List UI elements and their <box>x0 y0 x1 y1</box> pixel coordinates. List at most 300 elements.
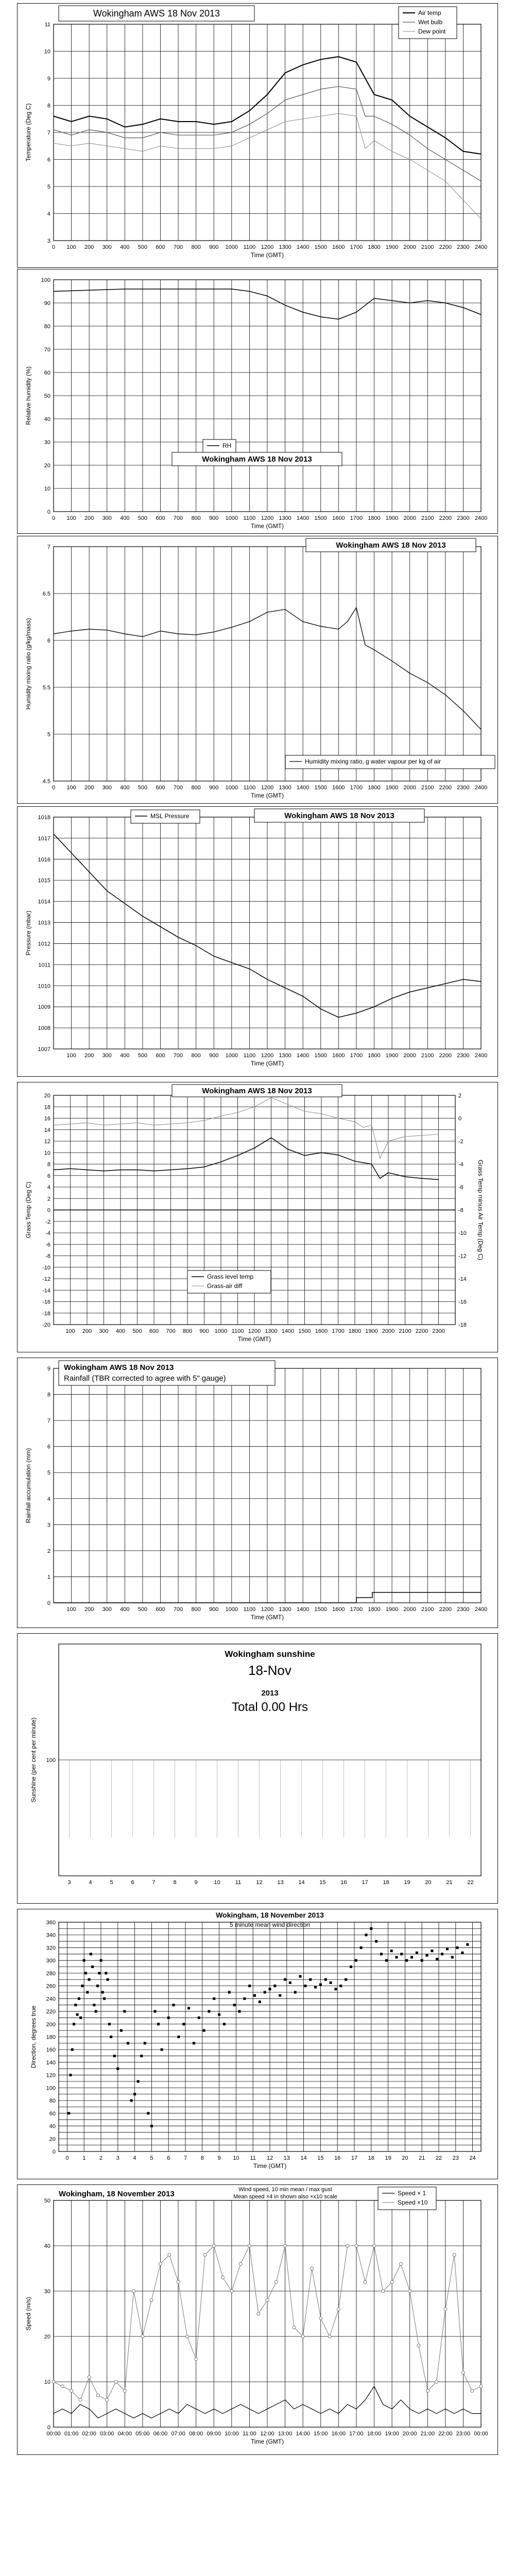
direction-point <box>93 2004 95 2006</box>
y-tick-label: 30 <box>44 2289 50 2295</box>
x-tick-label: 2300 <box>457 244 470 250</box>
x-tick-label: 900 <box>209 1606 219 1613</box>
pressure-chart <box>18 807 497 1076</box>
y-tick-label: 0 <box>52 2149 56 2155</box>
y-tick-label: 1011 <box>38 962 50 969</box>
speed-x10-point <box>390 2280 393 2283</box>
y-axis-label: Rainfall accumulation (mm) <box>25 1448 32 1523</box>
y-tick-label: -18 <box>42 1310 50 1317</box>
direction-point <box>314 1986 317 1989</box>
y-tick-label: 1012 <box>38 941 50 947</box>
y-tick-label: 180 <box>46 2034 56 2041</box>
x-tick-label: 1200 <box>261 1053 274 1059</box>
y-tick-label: -8 <box>45 1253 50 1260</box>
direction-point <box>147 2112 149 2114</box>
y2-tick-label: -16 <box>458 1299 467 1306</box>
speed-x10-point <box>70 2389 73 2393</box>
x-tick-label: 07:00 <box>171 2431 185 2437</box>
chart-subtitle: Wind speed, 10 min mean / max gust <box>238 2187 332 2193</box>
y2-tick-label: -12 <box>458 1253 467 1260</box>
x-tick-label: 2200 <box>415 1328 428 1334</box>
speed-x10-point <box>195 2358 198 2361</box>
x-tick-label: 1300 <box>279 1053 291 1059</box>
y-tick-label: 1017 <box>38 835 50 842</box>
x-tick-label: 1100 <box>231 1328 244 1334</box>
x-tick-label: 900 <box>209 1053 219 1059</box>
direction-point <box>96 1985 99 1987</box>
x-tick-label: 300 <box>102 1053 112 1059</box>
x-tick-label: 1800 <box>368 1606 381 1613</box>
x-tick-label: 15:00 <box>313 2431 328 2437</box>
speed-x10-point <box>106 2398 109 2401</box>
direction-point <box>279 1994 281 1997</box>
x-tick-label: 2400 <box>474 244 488 250</box>
direction-point <box>91 1965 94 1968</box>
y-tick-label: 0 <box>47 509 50 515</box>
legend-label: Air temp <box>418 9 441 16</box>
direction-point <box>193 2042 195 2044</box>
y-tick-label: 1009 <box>38 1004 50 1011</box>
x-tick-label: 1500 <box>314 1606 327 1613</box>
x-tick-label: 800 <box>191 1606 201 1613</box>
y-axis-label: Sunshine (per cent per minute) <box>30 1717 37 1803</box>
speed-x10-point <box>96 2394 99 2397</box>
chart-title: Wokingham AWS 18 Nov 2013 <box>202 1087 312 1095</box>
y-tick-label: 4 <box>47 211 50 217</box>
x-tick-label: 1700 <box>350 1606 363 1613</box>
x-tick-label: 700 <box>173 515 183 521</box>
x-tick-label: 15 <box>319 1879 326 1886</box>
y-tick-label: 0 <box>47 2425 50 2431</box>
x-tick-label: 18 <box>368 2155 374 2161</box>
x-tick-label: 900 <box>209 785 219 791</box>
x-tick-label: 600 <box>156 515 165 521</box>
direction-point <box>319 1984 322 1986</box>
direction-point <box>150 2125 153 2127</box>
x-tick-label: 700 <box>173 1053 183 1059</box>
direction-point <box>390 1950 393 1952</box>
x-tick-label: 600 <box>156 1606 165 1613</box>
direction-point <box>187 2007 190 2009</box>
x-tick-label: 400 <box>120 785 130 791</box>
y2-tick-label: -2 <box>458 1139 464 1145</box>
y-tick-label: 3 <box>47 238 50 244</box>
direction-point <box>88 1978 91 1981</box>
chart-title: Wokingham AWS 18 Nov 2013 <box>284 811 394 820</box>
direction-point <box>108 2023 111 2025</box>
x-tick-label: 1100 <box>243 785 256 791</box>
x-tick-label: 1000 <box>225 515 238 521</box>
y-tick-label: 8 <box>47 1392 50 1398</box>
x-tick-label: 8 <box>200 2155 204 2161</box>
x-tick-label: 1800 <box>368 1053 381 1059</box>
x-tick-label: 600 <box>156 244 165 250</box>
direction-point <box>446 1947 449 1950</box>
direction-point <box>299 1975 302 1978</box>
x-tick-label: 1900 <box>365 1328 378 1334</box>
direction-point <box>177 2036 180 2038</box>
x-tick-label: 20 <box>425 1879 432 1886</box>
speed-x10-point <box>319 2317 322 2320</box>
chart-title: Wokingham sunshine <box>225 1649 315 1659</box>
speed-x10-point <box>328 2335 331 2338</box>
speed-x10-point <box>123 2389 126 2393</box>
chart-title: Wokingham, 18 November 2013 <box>216 1911 324 1919</box>
y-axis-label: Humidity mixing ratio (g/kg/mass) <box>25 618 32 710</box>
y-tick-label: -4 <box>45 1230 50 1236</box>
direction-point <box>259 2001 261 2003</box>
x-tick-label: 200 <box>82 1328 92 1334</box>
x-tick-label: 05:00 <box>135 2431 150 2437</box>
y-tick-label: 6 <box>47 157 50 163</box>
direction-point <box>385 1959 388 1962</box>
speed-x10-point <box>88 2376 91 2379</box>
y-tick-label: 10 <box>44 2379 50 2385</box>
y-tick-label: 16 <box>44 1115 50 1122</box>
x-tick-label: 1600 <box>332 1606 345 1613</box>
y2-tick-label: -10 <box>458 1230 467 1236</box>
direction-point <box>253 1994 256 1997</box>
x-tick-label: 20:00 <box>402 2431 417 2437</box>
y-tick-label: 280 <box>46 1970 56 1977</box>
direction-point <box>273 1985 276 1987</box>
x-tick-label: 1100 <box>243 244 256 250</box>
x-tick-label: 800 <box>182 1328 193 1334</box>
speed-x10-point <box>293 2326 296 2329</box>
x-tick-label: 22:00 <box>438 2431 453 2437</box>
x-tick-label: 1200 <box>261 244 274 250</box>
direction-point <box>350 1965 352 1968</box>
x-tick-label: 14 <box>298 1879 305 1886</box>
direction-point <box>284 1978 286 1981</box>
y-tick-label: 20 <box>49 2136 56 2143</box>
direction-point <box>218 2013 220 2016</box>
speed-x10-point <box>417 2344 420 2347</box>
y-tick-label: 1016 <box>38 856 50 863</box>
y-tick-label: 18 <box>44 1104 50 1111</box>
y-tick-label: 50 <box>44 393 50 399</box>
y-tick-label: 5.5 <box>42 685 50 691</box>
y-tick-label: -6 <box>45 1242 50 1248</box>
direction-point <box>238 2010 241 2013</box>
direction-point <box>95 2010 97 2013</box>
x-tick-label: 7 <box>183 2155 187 2161</box>
x-tick-label: 9 <box>217 2155 221 2161</box>
x-tick-label: 1100 <box>243 1053 256 1059</box>
y-tick-label: 0 <box>47 1207 50 1214</box>
direction-point <box>161 2048 163 2051</box>
x-tick-label: 400 <box>120 1606 130 1613</box>
direction-point <box>248 1985 251 1987</box>
x-tick-label: 2400 <box>474 785 488 791</box>
direction-point <box>380 1953 383 1955</box>
y-tick-label: 3 <box>47 1522 50 1529</box>
x-tick-label: 0 <box>52 244 56 250</box>
x-tick-label: 1000 <box>225 1053 238 1059</box>
direction-point <box>294 1991 297 1993</box>
speed-x10-point <box>373 2244 376 2247</box>
speed-x10-point <box>230 2290 233 2293</box>
x-tick-label: 1700 <box>350 785 363 791</box>
x-axis-label: Time (GMT) <box>237 1335 271 1343</box>
y-tick-label: 1 <box>47 1574 50 1581</box>
x-tick-label: 2100 <box>421 244 434 250</box>
speed-x10-point <box>382 2290 385 2293</box>
x-tick-label: 11:00 <box>243 2431 256 2437</box>
direction-point <box>123 2010 126 2013</box>
y-tick-label: 100 <box>46 1757 56 1764</box>
x-tick-label: 1200 <box>261 1606 274 1613</box>
direction-point <box>304 1985 306 1987</box>
x-tick-label: 900 <box>209 515 219 521</box>
wind-speed-chart <box>18 2185 497 2454</box>
x-tick-label: 1600 <box>332 244 345 250</box>
x-tick-label: 1300 <box>279 1606 291 1613</box>
x-tick-label: 300 <box>102 785 112 791</box>
direction-point <box>223 2023 226 2025</box>
direction-point <box>228 1991 231 1993</box>
x-tick-label: 700 <box>173 1606 183 1613</box>
direction-point <box>421 1959 423 1962</box>
y-tick-label: 6.5 <box>42 591 50 597</box>
direction-point <box>76 2013 79 2016</box>
x-tick-label: 17 <box>362 1879 368 1886</box>
y-tick-label: 7 <box>47 130 50 136</box>
y-tick-label: 7 <box>47 1418 50 1425</box>
speed-x10-point <box>364 2280 367 2283</box>
x-axis-label: Time (GMT) <box>250 251 284 259</box>
x-tick-label: 800 <box>191 515 201 521</box>
y-axis-label: Pressure (mbar) <box>25 910 32 956</box>
x-tick-label: 7 <box>152 1879 156 1886</box>
y-axis-label: Temperature (Deg C) <box>25 103 32 162</box>
x-tick-label: 23:00 <box>456 2431 471 2437</box>
y2-tick-label: 0 <box>458 1115 462 1122</box>
x-tick-label: 1400 <box>296 785 310 791</box>
direction-point <box>100 1959 102 1962</box>
direction-point <box>339 1985 342 1987</box>
speed-x10-point <box>141 2335 144 2338</box>
y-tick-label: -10 <box>42 1264 50 1271</box>
x-tick-label: 11 <box>235 1879 242 1886</box>
direction-point <box>120 2029 123 2032</box>
y-tick-label: 40 <box>44 416 50 422</box>
x-tick-label: 00:00 <box>474 2431 488 2437</box>
speed-x10-point <box>310 2267 313 2270</box>
x-tick-label: 1400 <box>281 1328 295 1334</box>
x-tick-label: 2200 <box>439 515 452 521</box>
speed-x10-point <box>150 2299 153 2302</box>
x-tick-label: 400 <box>120 515 130 521</box>
direction-point <box>107 1978 109 1981</box>
x-tick-label: 09:00 <box>207 2431 221 2437</box>
speed-x10-point <box>408 2290 411 2293</box>
chart-subtitle: Rainfall (TBR corrected to agree with 5" gauge) <box>64 1374 226 1383</box>
x-tick-label: 00:00 <box>46 2431 61 2437</box>
series-line-grass-level-temp <box>54 1138 439 1179</box>
y-tick-label: 70 <box>44 347 50 353</box>
x-tick-label: 1200 <box>261 515 274 521</box>
x-tick-label: 1200 <box>248 1328 261 1334</box>
direction-point <box>137 2080 140 2083</box>
x-tick-label: 600 <box>156 785 165 791</box>
x-tick-label: 1800 <box>348 1328 362 1334</box>
y-tick-label: -2 <box>45 1218 50 1225</box>
speed-x10-point <box>274 2280 278 2283</box>
direction-point <box>203 2029 205 2032</box>
rainfall-chart-panel <box>17 1358 498 1628</box>
x-tick-label: 5 <box>110 1879 113 1886</box>
x-tick-label: 9 <box>194 1879 198 1886</box>
humidity-chart-panel <box>17 269 498 534</box>
direction-point <box>355 1959 357 1962</box>
direction-point <box>461 1952 464 1954</box>
x-tick-label: 4 <box>89 1879 92 1886</box>
x-tick-label: 100 <box>66 1053 76 1059</box>
humidity-chart <box>18 269 497 533</box>
y-tick-label: 6 <box>47 1173 50 1179</box>
x-tick-label: 1000 <box>225 244 238 250</box>
x-tick-label: 20 <box>402 2155 408 2161</box>
x-tick-label: 400 <box>120 1053 130 1059</box>
x-tick-label: 2000 <box>382 1328 395 1334</box>
direction-point <box>67 2112 70 2114</box>
x-tick-label: 01:00 <box>64 2431 79 2437</box>
x-tick-label: 19 <box>404 1879 410 1886</box>
x-tick-label: 5 <box>150 2155 153 2161</box>
x-tick-label: 10:00 <box>225 2431 239 2437</box>
mixing-ratio-chart <box>18 536 497 803</box>
x-axis-label: Time (GMT) <box>250 792 284 799</box>
x-tick-label: 24 <box>469 2155 476 2161</box>
y-tick-label: 6 <box>47 1444 50 1450</box>
chart-title: Wokingham, 18 November 2013 <box>59 2190 175 2198</box>
x-tick-label: 1700 <box>350 1053 363 1059</box>
x-tick-label: 16 <box>334 2155 341 2161</box>
direction-point <box>74 2004 77 2006</box>
x-tick-label: 200 <box>84 785 94 791</box>
direction-point <box>451 1956 454 1958</box>
x-tick-label: 11 <box>250 2155 256 2161</box>
y-tick-label: 80 <box>44 324 50 330</box>
x-tick-label: 2200 <box>439 785 452 791</box>
x-axis-label: Time (GMT) <box>253 2162 287 2170</box>
x-tick-label: 1300 <box>265 1328 278 1334</box>
x-tick-label: 13 <box>283 2155 290 2161</box>
direction-point <box>133 2093 136 2095</box>
y-axis-label: Relative humidity (%) <box>25 366 32 425</box>
x-tick-label: 900 <box>209 244 219 250</box>
direction-point <box>90 1953 92 1955</box>
y-tick-label: 0 <box>47 1600 50 1606</box>
direction-point <box>130 2099 133 2102</box>
speed-x10-point <box>399 2262 402 2265</box>
y-tick-label: 1007 <box>38 1046 50 1053</box>
y-tick-label: 5 <box>47 1470 50 1477</box>
y-tick-label: 4.5 <box>42 778 50 785</box>
direction-point <box>334 1988 337 1990</box>
x-tick-label: 300 <box>99 1328 109 1334</box>
x-tick-label: 1500 <box>298 1328 311 1334</box>
speed-x10-point <box>479 2385 483 2388</box>
y-axis-label: Grass Temp (Deg C) <box>25 1181 32 1239</box>
y-tick-label: 30 <box>44 439 50 446</box>
y-tick-label: 9 <box>47 1366 50 1372</box>
speed-x10-point <box>471 2389 474 2393</box>
y-tick-label: 10 <box>44 48 50 55</box>
y-tick-label: 1008 <box>38 1025 50 1032</box>
y-tick-label: 340 <box>46 1932 56 1939</box>
x-tick-label: 6 <box>131 1879 134 1886</box>
y-tick-label: -20 <box>42 1322 50 1328</box>
direction-point <box>370 1927 372 1930</box>
direction-point <box>83 1959 85 1962</box>
y-tick-label: 5 <box>47 732 50 738</box>
direction-point <box>79 2016 82 2019</box>
speed-x10-point <box>177 2280 180 2283</box>
x-tick-label: 400 <box>115 1328 126 1334</box>
x-tick-label: 1900 <box>385 1053 399 1059</box>
x-tick-label: 16 <box>340 1879 347 1886</box>
chart-subtitle-2: Mean speed ×4 in shown also ×x10 scale <box>233 2194 337 2200</box>
y-tick-label: 4 <box>47 1184 50 1191</box>
speed-x10-point <box>79 2398 82 2401</box>
chart-title: Wokingham AWS 18 Nov 2013 <box>64 1363 174 1372</box>
direction-point <box>157 2023 160 2025</box>
x-tick-label: 2300 <box>432 1328 445 1334</box>
wind-direction-chart <box>18 1909 497 2179</box>
direction-point <box>213 1997 215 2000</box>
speed-x10-point <box>61 2385 64 2388</box>
direction-point <box>309 1978 312 1981</box>
y-tick-label: 160 <box>46 2047 56 2054</box>
direction-point <box>264 1991 266 1993</box>
y-tick-label: -14 <box>42 1287 50 1294</box>
x-tick-label: 100 <box>66 1606 76 1613</box>
direction-point <box>86 1991 89 1993</box>
grass-temp-chart <box>18 1082 497 1352</box>
chart-title: Wokingham AWS 18 Nov 2013 <box>202 455 312 464</box>
x-tick-label: 1000 <box>225 1606 238 1613</box>
y-tick-label: 90 <box>44 300 50 307</box>
direction-point <box>113 2055 116 2057</box>
x-tick-label: 1600 <box>315 1328 328 1334</box>
direction-point <box>289 1981 291 1984</box>
x-tick-label: 900 <box>199 1328 209 1334</box>
x-tick-label: 19:00 <box>385 2431 399 2437</box>
x-tick-label: 1000 <box>225 785 238 791</box>
y-tick-label: 120 <box>46 2072 56 2079</box>
x-tick-label: 1900 <box>385 515 399 521</box>
x-tick-label: 03:00 <box>99 2431 114 2437</box>
grass-temp-chart-panel <box>17 1082 498 1352</box>
x-tick-label: 2 <box>99 2155 103 2161</box>
y-tick-label: 2 <box>47 1548 50 1554</box>
y-tick-label: -16 <box>42 1299 50 1306</box>
pressure-chart-panel <box>17 806 498 1077</box>
x-tick-label: 22 <box>467 1879 474 1886</box>
y2-tick-label: 2 <box>458 1093 462 1099</box>
x-tick-label: 3 <box>116 2155 119 2161</box>
x-tick-label: 2300 <box>457 785 470 791</box>
x-tick-label: 2000 <box>403 244 416 250</box>
x-tick-label: 2200 <box>439 1606 452 1613</box>
y-tick-label: 260 <box>46 1983 56 1990</box>
legend-label: Grass-air diff <box>207 1282 243 1290</box>
x-tick-label: 800 <box>191 244 201 250</box>
y-tick-label: 10 <box>44 486 50 492</box>
direction-point <box>101 1991 104 1993</box>
